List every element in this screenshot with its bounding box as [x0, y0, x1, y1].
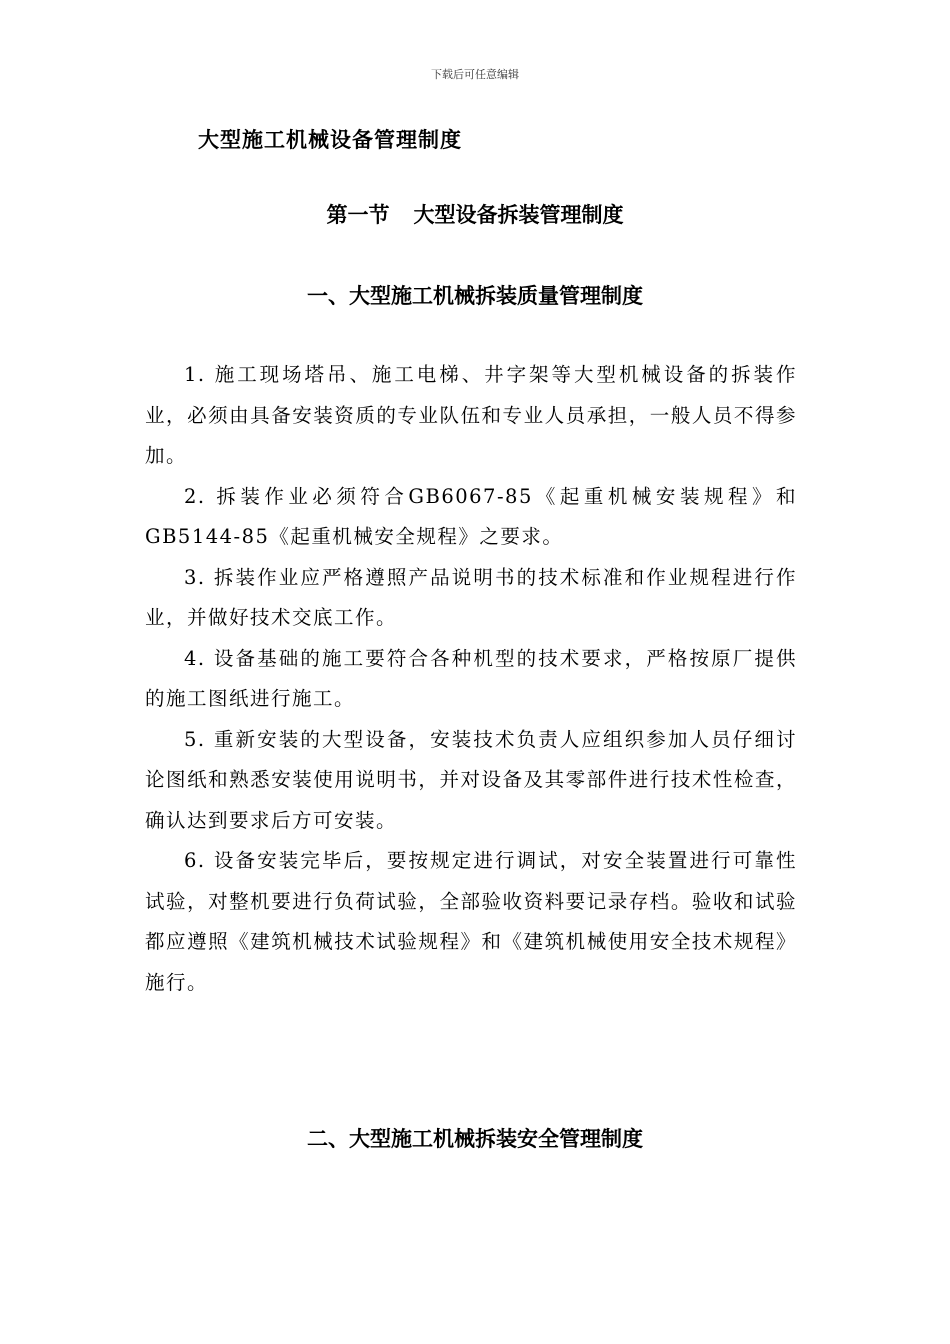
- paragraph-5: 5. 重新安装的大型设备，安装技术负责人应组织参加人员仔细讨论图纸和熟悉安装使用说明书，并对设备及其零部件进行技术性检查，确认达到要求后方可安装。: [145, 727, 797, 832]
- section-number: 第一节: [326, 203, 390, 227]
- subsection-title-2: 二、大型施工机械拆装安全管理制度: [307, 1127, 643, 1151]
- header-note: 下载后可任意编辑: [431, 68, 519, 81]
- section-name: 大型设备拆装管理制度: [413, 203, 624, 227]
- body-text: [145, 355, 797, 1003]
- paragraph-4: 4. 设备基础的施工要符合各种机型的技术要求，严格按原厂提供的施工图纸进行施工。: [145, 646, 797, 710]
- subsection-title-1: 一、大型施工机械拆装质量管理制度: [307, 284, 643, 308]
- paragraph-6: 6. 设备安装完毕后，要按规定进行调试，对安全装置进行可靠性试验，对整机要进行负荷试验，全部验收资料要记录存档。验收和试验都应遵照《建筑机械技术试验规程》和《建筑机械使用安全技术规程》施行。: [145, 849, 797, 994]
- paragraph-2: 2. 拆装作业必须符合GB6067-85《起重机械安装规程》和GB5144-85《起重机械安全规程》之要求。: [145, 484, 797, 548]
- section-title: [0, 199, 950, 229]
- paragraph-3: 3. 拆装作业应严格遵照产品说明书的技术标准和作业规程进行作业，并做好技术交底工作。: [145, 565, 797, 629]
- paragraph-1: 1. 施工现场塔吊、施工电梯、井字架等大型机械设备的拆装作业，必须由具备安装资质的专业队伍和专业人员承担，一般人员不得参加。: [145, 363, 797, 467]
- document-title: 大型施工机械设备管理制度: [198, 128, 462, 152]
